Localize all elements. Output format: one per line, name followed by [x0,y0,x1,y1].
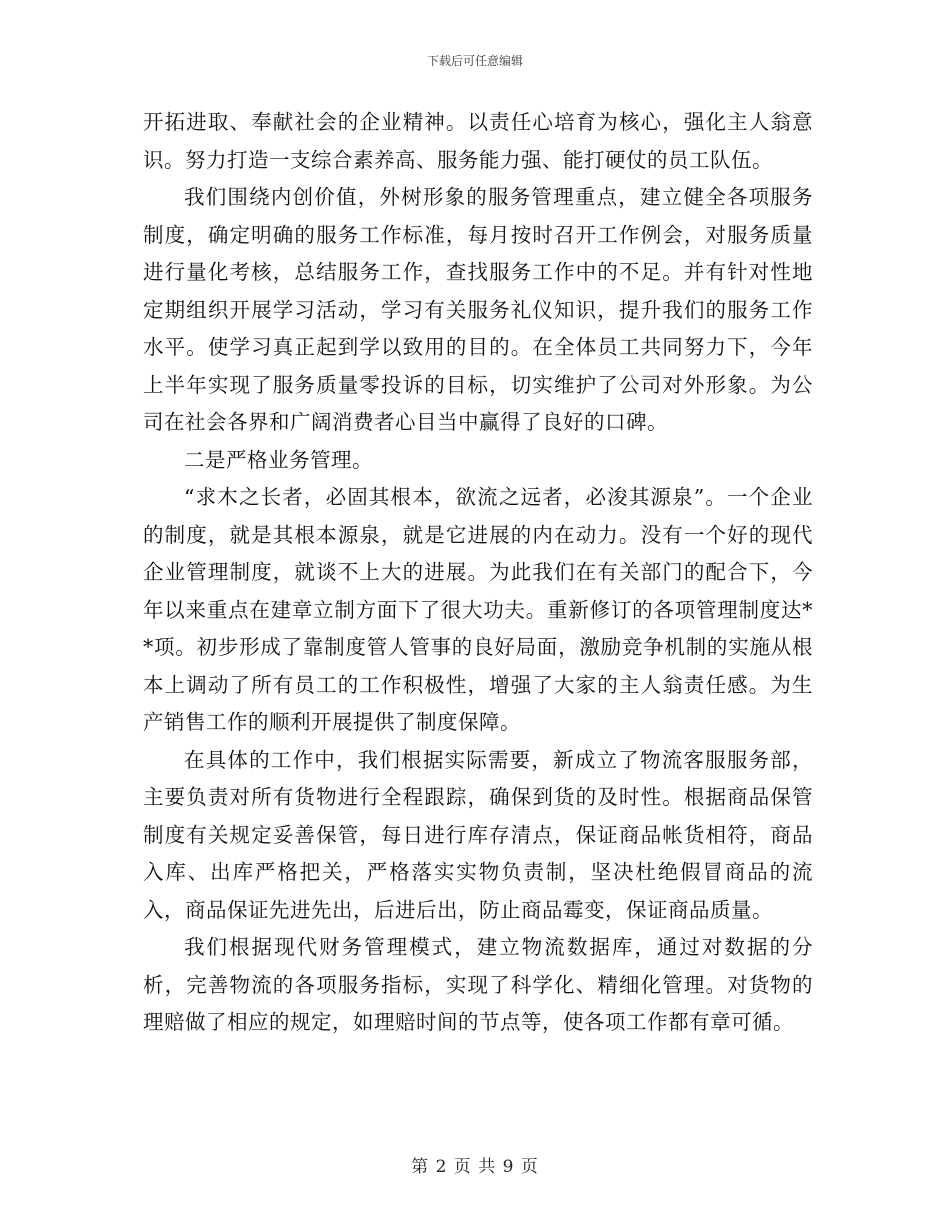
page-footer: 第 2 页 共 9 页 [411,1157,539,1177]
paragraph-4: “求木之长者，必固其根本，欲流之远者，必浚其源泉”。一个企业的制度，就是其根本源泉，就是它进展的内在动力。没有一个好的现代企业管理制度，就谈不上大的进展。为此我们在有关部门的配合下，今年以来重点在建章立制方面下了很大功夫。重新修订的各项管理制度达**项。初步形成了靠制度管人管事的良好局面，激励竞争机制的实施从根本上调动了所有员工的工作积极性，增强了大家的主人翁责任感。为生产销售工作的顺利开展提供了制度保障。 [143,485,813,734]
paragraph-2: 我们围绕内创价值，外树形象的服务管理重点，建立健全各项服务制度，确定明确的服务工作标准，每月按时召开工作例会，对服务质量进行量化考核，总结服务工作，查找服务工作中的不足。并有针对性地定期组织开展学习活动，学习有关服务礼仪知识，提升我们的服务工作水平。使学习真正起到学以致用的目的。在全体员工共同努力下，今年上半年实现了服务质量零投诉的目标，切实维护了公司对外形象。为公司在社会各界和广阔消费者心目当中赢得了良好的口碑。 [143,185,813,434]
paragraph-5: 在具体的工作中，我们根据实际需要，新成立了物流客服服务部，主要负责对所有货物进行全程跟踪，确保到货的及时性。根据商品保管制度有关规定妥善保管，每日进行库存清点，保证商品帐货相符，商品入库、出库严格把关，严格落实实物负责制，坚决杜绝假冒商品的流入，商品保证先进先出，后进后出，防止商品霉变，保证商品质量。 [143,747,813,922]
document-body [143,104,813,1042]
paragraph-1: 开拓进取、奉献社会的企业精神。以责任心培育为核心，强化主人翁意识。努力打造一支综合素养高、服务能力强、能打硬仗的员工队伍。 [143,110,813,172]
paragraph-3: 二是严格业务管理。 [184,447,373,472]
page-header: 下载后可任意编辑 [426,54,523,68]
paragraph-6: 我们根据现代财务管理模式，建立物流数据库，通过对数据的分析，完善物流的各项服务指标，实现了科学化、精细化管理。对货物的理赔做了相应的规定，如理赔时间的节点等，使各项工作都有章可循。 [143,935,813,1034]
